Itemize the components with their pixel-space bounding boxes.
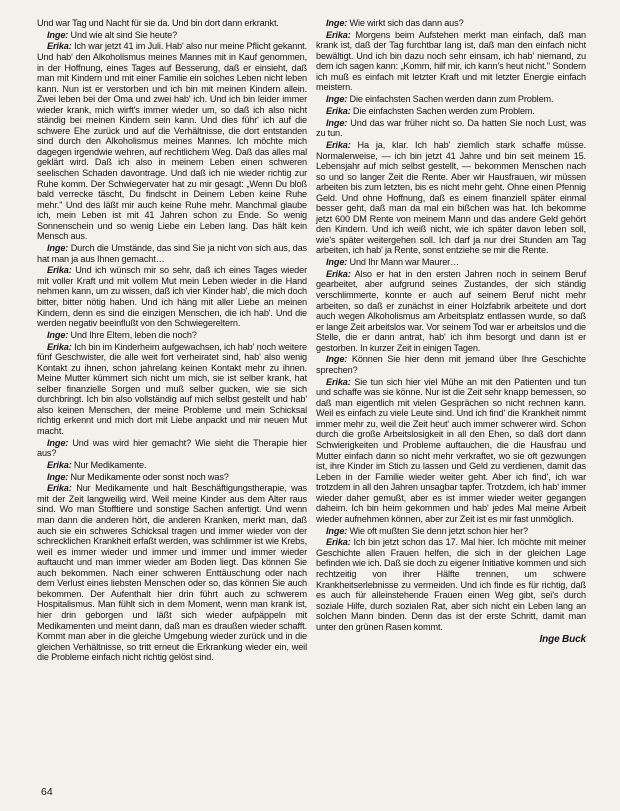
dialogue-paragraph	[37, 472, 307, 483]
speaker-label: Inge:	[47, 329, 69, 340]
speaker-label: Erika:	[326, 105, 351, 116]
dialogue-paragraph	[316, 526, 586, 537]
speaker-label: Inge:	[47, 437, 69, 448]
dialogue-paragraph	[37, 41, 307, 241]
page-number: 64	[41, 786, 53, 798]
dialogue-paragraph	[37, 438, 307, 459]
speech-text: Die einfachsten Sachen werden zum Problem.	[352, 105, 535, 116]
author-signature	[316, 634, 586, 646]
speaker-label: Inge:	[326, 257, 348, 268]
dialogue-paragraph	[37, 342, 307, 437]
speaker-label: Inge:	[326, 354, 348, 365]
speaker-label: Erika:	[326, 29, 351, 40]
speaker-label: Inge:	[47, 243, 69, 254]
dialogue-paragraph	[316, 94, 586, 105]
speaker-label: Erika:	[326, 537, 351, 548]
dialogue-paragraph	[316, 118, 586, 139]
dialogue-paragraph	[316, 106, 586, 117]
speech-text: Und ich wünsch mir so sehr, daß ich eines Tages wieder mit voller Kraft und mit vollem Mut mein Leben wieder in die Hand nehmen kann, um zu wissen, daß ich vier Kinder hab', die mich doch bitter, bitter nötig haben. Und ich häng mit aller Liebe an meinen Kindern, denn es sind die einzigen Menschen, die ich hab'. Und die werden negativ beeinflußt von den Schwiegereltern.	[37, 265, 307, 329]
speaker-label: Erika:	[47, 483, 72, 494]
speaker-label: Erika:	[47, 341, 72, 352]
speech-text: Und wie alt sind Sie heute?	[70, 29, 178, 40]
speech-text: Und war Tag und Nacht für sie da. Und bin dort dann erkrankt.	[37, 18, 279, 28]
dialogue-paragraph	[316, 257, 586, 268]
speech-text: Die einfachsten Sachen werden dann zum Problem.	[349, 94, 554, 105]
speech-text: Durch die Umstände, das sind Sie ja nicht von sich aus, das hat man ja aus Ihnen gemacht…	[37, 243, 307, 264]
dialogue-paragraph	[37, 265, 307, 328]
speech-text: Wie oft mußten Sie denn jetzt schon hier her?	[349, 525, 528, 536]
dialogue-paragraph	[37, 30, 307, 41]
speech-text: Nur Medikamente und halt Beschäftigungstherapie, was mit der Zeit langweilig wird. Weil meine Kinder aus dem Alter raus sind. Wo man Stofftiere und sonstige Sachen anfertigt. Und wenn man dann die anderen hört, die anderen Kranken, merkt man, daß auch sie ein schweres Schicksal tragen und immer wieder von der schrecklichen Krankheit erfaßt werden, was schlimmer ist wie Krebs, weil es immer wieder und immer und immer und immer wieder auftaucht und man immer wieder am Boden liegt. Das können Sie auch bekommen. Nach einer schweren Enttäuschung oder nach dem Verlust eines liebsten Menschen oder so, das können Sie auch bekommen. Der Aufenthalt hier drin führt auch zu schwerem Hospitalismus. Man fühlt sich in dem Moment, wenn man krank ist, hier drin geborgen und läßt sich wieder aufpäppeln mit Medikamenten und meint dann, daß man es draußen wieder schafft. Kommt man aber in die gleiche Umgebung wieder zurück und in die gleichen Verhältnisse, so tritt erneut die Erkrankung wieder ein, weil die Probleme einfach nicht richtig gelöst sind.	[37, 483, 307, 663]
speech-text: Und was wird hier gemacht? Wie sieht die Therapie hier aus?	[37, 437, 307, 459]
speaker-label: Inge:	[326, 525, 348, 536]
speech-text: Ha ja, klar. Ich hab' ziemlich stark schaffe müsse. Normalerweise, — ich bin jetzt 41 Jahre und bin seit meinem 15. Lebensjahr auf mich selbst gestellt, — bekommen Menschen nach so und so langer Zeit die Rente. Aber wir Hausfrauen, wir müssen arbeiten bis zum letzten, bis es nicht mehr geht. Ohne einen Pfennig Geld. Und ohne Hoffnung, daß es einem finanziell später einmal besser geht, daß man da mal ein bißchen was hat. Ich bekomme jetzt 600 DM Rente von meinem Mann und das andere Geld gehört den Kindern. Und ich weiß nicht, wie ich später davon leben soll, wie's später weitergehen soll. Ich darf ja nur drei Stunden am Tag arbeiten, ich hab' ja Rente, sonst entziehe se mir die Rente.	[316, 139, 586, 256]
dialogue-paragraph	[37, 483, 307, 662]
speaker-label: Erika:	[47, 41, 72, 52]
left-column	[37, 18, 307, 664]
speaker-label: Erika:	[326, 376, 351, 387]
speech-text: Und Ihr Mann war Maurer…	[349, 257, 460, 268]
dialogue-paragraph	[316, 269, 586, 353]
speech-text: Und Ihre Eltern, leben die noch?	[70, 329, 197, 340]
speech-text: Können Sie hier denn mit jemand über Ihre Geschichte sprechen?	[316, 354, 586, 375]
speaker-label: Inge:	[47, 471, 69, 482]
dialogue-paragraph	[316, 377, 586, 525]
speaker-label: Erika:	[326, 268, 351, 279]
dialogue-paragraph	[316, 537, 586, 632]
speaker-label: Inge:	[326, 94, 348, 105]
dialogue-paragraph	[37, 18, 307, 29]
speech-text: Nur Medikamente.	[73, 459, 147, 470]
dialogue-paragraph	[316, 30, 586, 93]
speaker-label: Inge:	[326, 117, 348, 128]
dialogue-paragraph	[316, 354, 586, 375]
right-column	[316, 18, 586, 647]
speech-text: Morgens beim Aufstehen merkt man einfach, daß man krank ist, daß der Tag furchtbar lang ist, daß man den einfach nicht bewältigt. Und ich bin dazu noch sehr einsam, ich hab' niemand, zu dem ich sagen kann: „Komm, hilf mir, ich kann's heut nicht." Sondern ich muß es einfach mit letzter Kraft und mit letzter Energie einfach meistern.	[316, 29, 587, 93]
speaker-label: Inge:	[326, 18, 348, 28]
speech-text: Sie tun sich hier viel Mühe an mit den Patienten und tun und schaffe was sie könne. Nur ist die Zeit sehr knapp bemessen, so daß man eigentlich mit vielen Gesprächen so nicht rechnen kann. Weil es einfach zu viele Leute sind. Und ich find' die Krankheit nimmt immer mehr zu, weil die Zeit heut' auch immer schwerer wird. Schon durch die große Arbeitslosigkeit in all den Ehen, so daß dort dann Schwierigkeiten und Probleme auftauchen, die die Hausfrau und Mutter einfach dann so nicht mehr verkraftet, wo sie oft gezwungen ist, ihre Kinder im Stich zu lassen und Geld zu verdienen, damit das Leben in der Familie wieder weiter geht. Aber ich find', ich war trotzdem in all den Jahren unsagbar tapfer. Trotzdem, ich hab' immer wieder daher gemußt, aber es ist immer wieder weiter gegangen daheim. Ich bin heim gekommen und hab' jedes Mal meine Arbeit wieder aufnehmen können, aber zur Zeit ist es mir fast unmöglich.	[316, 376, 587, 524]
speaker-label: Erika:	[47, 265, 72, 276]
dialogue-paragraph	[37, 243, 307, 264]
dialogue-paragraph	[37, 460, 307, 471]
speech-text: Wie wirkt sich das dann aus?	[349, 18, 464, 28]
speaker-label: Erika:	[326, 139, 351, 150]
speech-text: Ich war jetzt 41 im Juli. Hab' also nur meine Pflicht gekannt. Und hab' den Alkoholismus meines Mannes mit in Kauf genommen, in der Hoffnung, eines Tages auf Besserung, daß er einsieht, daß man mit Kindern und mit einer Familie ein solches Leben nicht leben kann. Nun ist er verstorben und ich bin mit meinen Kindern allein. Zwei leben bei der Oma und zwei hab' ich. Und ich bin leider immer wieder krank, mich wirft's immer wieder um, so daß ich also nicht ständig bei meinen Kindern sein kann. Und dies führ' ich auf die schwere Ehe zurück und auf die Verhältnisse, die dort entstanden sind durch den Alkoholismus meines Mannes. Ich möchte mich dagegen irgendwie wehren, auf rechtlichem Weg. Daß das alles mal geklärt wird. Daß ich also in meinem Leben einen schweren seelischen Schaden davontrage. Und daß ich nie wieder richtig zur Ruhe komm. Der Schwiegervater hat zu mir gesagt: „Wenn Du bloß bald verrecke täscht, Du findscht in Deinem Leben keine Ruhe mehr." Und des läßt mir auch keine Ruhe mehr. Manchmal glaube ich, mein Leben ist mit 41 Jahren schon zu Ende. So wenig Sonnenschein und so wenig Liebe ein Leben lang. Das hält kein Mensch aus.	[37, 41, 307, 242]
speech-text: Also er hat in den ersten Jahren noch in seinem Beruf gearbeitet, aber aufgrund seines Zustandes, der sich ständig verschlimmerte, konnte er auch auf seinem Beruf nicht mehr arbeiten, so daß er zunächst in einer Holzfabrik arbeitete und dort auch wegen Alkoholismus am Arbeitsplatz entlassen wurde, so daß er lange Zeit arbeitslos war. Vor seinem Tod war er arbeitslos und die Stelle, die er dann antrat, hab' ich ihm besorgt und dann ist er gestorben. In kurzer Zeit in einigen Tagen.	[316, 268, 587, 353]
speaker-label: Erika:	[47, 459, 72, 470]
speech-text: Ich bin jetzt schon das 17. Mal hier. Ich möchte mit meiner Geschichte allen Frauen helfen, die sich in der gleichen Lage befinden wie ich. Daß sie doch zu eigener Initiative kommen und sich rechtzeitig von ihrer Hälfte trennen, um schwere Krankheitserlebnisse zu vermeiden. Und ich finde es für richtig, daß es auch für alleinstehende Frauen einen Weg gibt, sei's durch soziale Hilfe, durch sozialen Rat, aber sich nicht ein Leben lang an solchen Mann binden. Denn das ist der erste Schritt, damit man unter den grünen Rasen kommt.	[316, 537, 587, 632]
dialogue-paragraph	[316, 18, 586, 29]
speech-text: Und das war früher nicht so. Da hatten Sie noch Lust, was zu tun.	[316, 117, 587, 139]
speech-text: Ich bin im Kinderheim aufgewachsen, ich hab' noch weitere fünf Geschwister, die alle weit fort verheiratet sind, hab' also wenig Kontakt zu ihnen, schon jahrelang keinen Kontakt mehr zu ihnen. Meine Mutter kümmert sich nicht um mich, sie ist selber krank, hat selber finanzielle Sorgen und muß selber gucken, wie sie sich durchbringt. Ich bin also vollständig auf mich selbst gestellt und hab' also keinen Menschen, der meine Probleme und mein Schicksal richtig erkennt und mich dort mit Liebe anpackt und mir neuen Mut macht.	[37, 341, 307, 436]
speech-text: Nur Medikamente oder sonst noch was?	[70, 471, 229, 482]
signature-text: Inge Buck	[539, 634, 586, 646]
dialogue-paragraph	[316, 140, 586, 256]
speaker-label: Inge:	[47, 29, 69, 40]
dialogue-paragraph	[37, 330, 307, 341]
